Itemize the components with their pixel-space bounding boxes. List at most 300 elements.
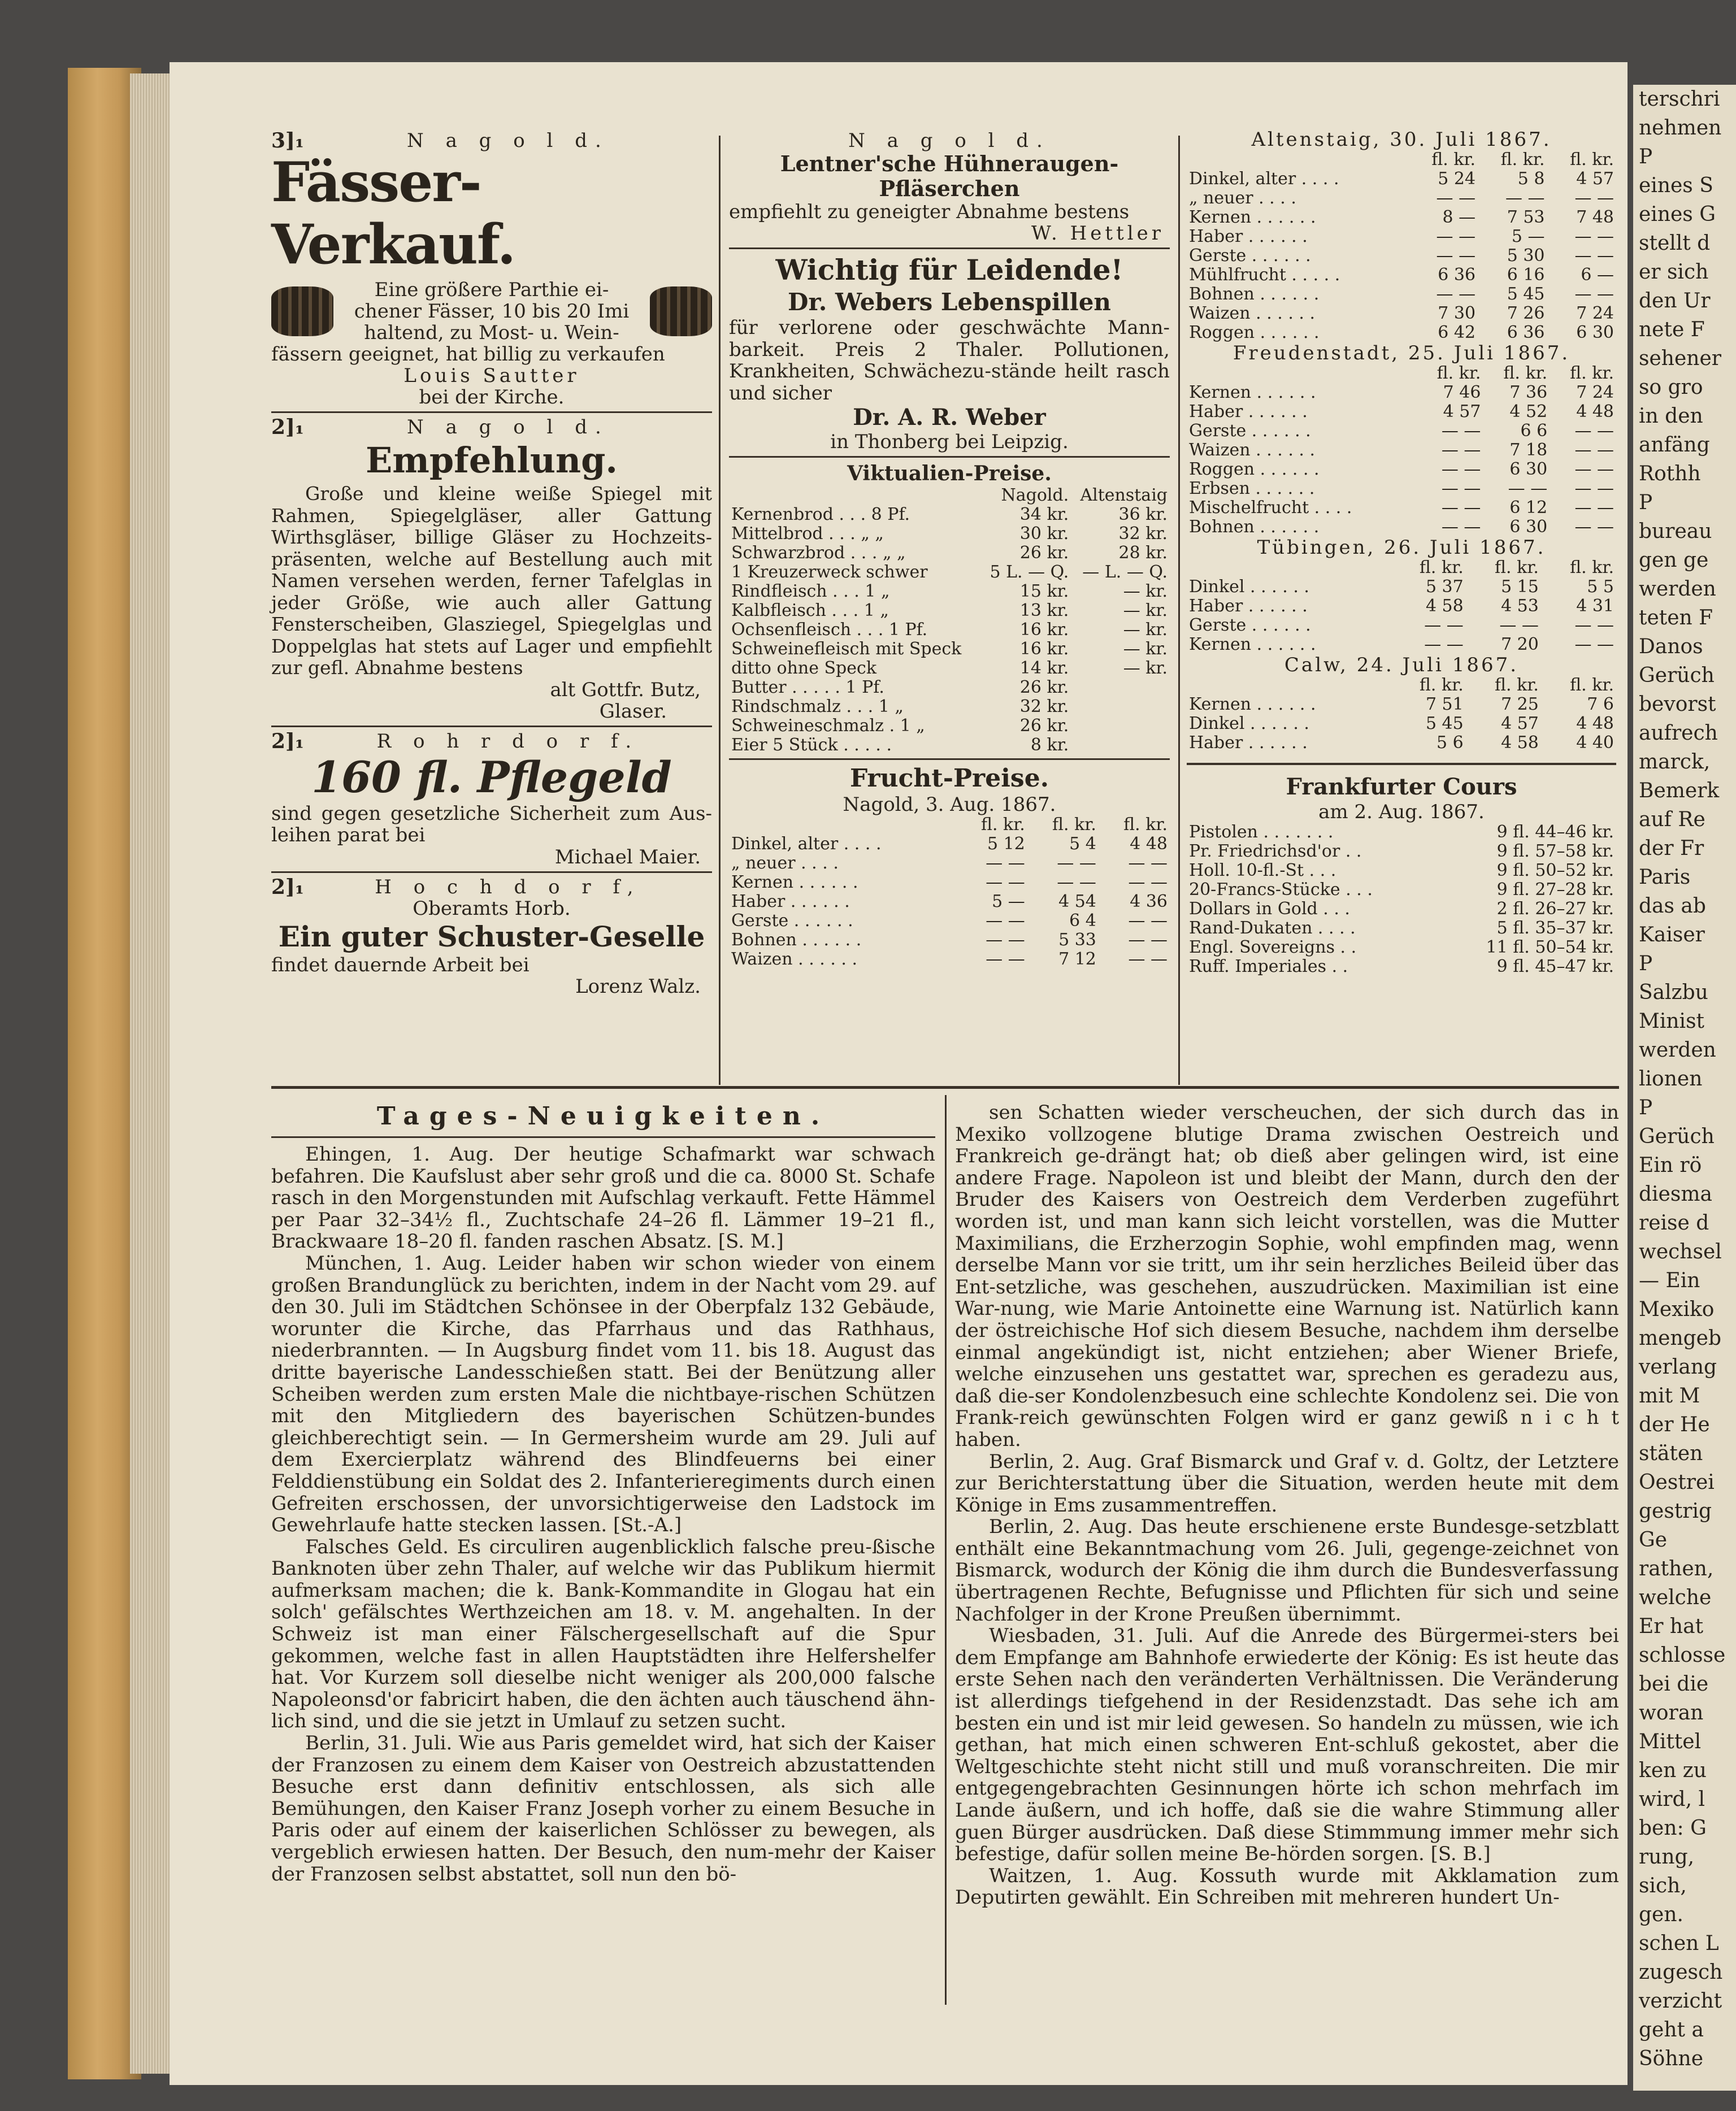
table-cell: Mühlfrucht . . . . . [1189, 265, 1340, 285]
table-row [1187, 733, 1616, 753]
fragment-line: eines S [1639, 174, 1713, 197]
ad-sub-lebenspillen: Dr. Webers Lebenspillen [788, 288, 1111, 316]
table-cell: 5 8 [1517, 169, 1545, 189]
table-cell: — — [1441, 479, 1481, 498]
table-row [1187, 714, 1616, 733]
table-cell: Kernen . . . . . . [1189, 207, 1316, 227]
table-cell: Waizen . . . . . . [1189, 440, 1316, 460]
ad-signature: in Thonberg bei Leipzig. [830, 431, 1069, 454]
table-cell: 32 kr. [1019, 697, 1069, 717]
table-row [1187, 323, 1616, 342]
ad-signature: Glaser. [599, 700, 667, 723]
table-cell: Haber . . . . . . [1189, 596, 1308, 616]
fragment-line: verzicht [1639, 1990, 1722, 2013]
table-cell: — — [986, 949, 1025, 970]
fragment-line: der Fr [1639, 837, 1704, 860]
table-cell: — kr. [1123, 658, 1168, 679]
cours-title: Frankfurter Cours [1286, 774, 1517, 800]
table-cell: 7 53 [1507, 207, 1545, 227]
table-cell: 6 30 [1576, 323, 1614, 342]
fragment-line: wird, l [1639, 1788, 1705, 1811]
market-table [1187, 558, 1616, 654]
table-cell [1187, 150, 1409, 170]
table-cell: 6 36 [1507, 323, 1545, 342]
table-cell: — — [1424, 635, 1464, 654]
fragment-line: Paris [1639, 866, 1691, 889]
fragment-line: Rothh [1639, 462, 1701, 485]
table-cell: 4 53 [1501, 596, 1539, 616]
table-cell: — — [1574, 421, 1614, 441]
fragment-line: woran [1639, 1701, 1704, 1725]
table-cell: fl. kr. [1570, 558, 1614, 577]
table-cell: 4 57 [1501, 714, 1539, 733]
table-cell: Gerste . . . . . . [1189, 246, 1311, 266]
market-place: Calw, 24. Juli 1867. [1284, 654, 1519, 676]
cours-date: am 2. Aug. 1867. [1318, 801, 1485, 823]
table-cell: — — [1128, 930, 1168, 950]
table-row [1187, 842, 1616, 861]
fragment-line: zugesch [1639, 1961, 1723, 1984]
table-cell: 4 58 [1501, 733, 1539, 753]
ad-place: H o c h d o r f, [375, 875, 641, 898]
table-cell: 26 kr. [1019, 543, 1069, 563]
table-cell: fl. kr. [1431, 150, 1476, 170]
table-row [729, 911, 1170, 931]
table-cell: — — [1574, 498, 1614, 518]
fragment-line: reise d [1639, 1211, 1709, 1235]
table-row [1187, 479, 1616, 498]
table-row [1187, 558, 1616, 577]
table-row [1187, 246, 1616, 266]
ad-place: N a g o l d. [407, 129, 609, 152]
table-cell: 5 12 [987, 834, 1025, 854]
fragment-line: so gro [1639, 376, 1703, 399]
table-cell: Engl. Sovereigns . . [1189, 937, 1357, 957]
table-row [1187, 957, 1616, 976]
table-cell: 14 kr. [1019, 658, 1069, 679]
table-row [1187, 383, 1616, 402]
ad-signature: Dr. A. R. Weber [853, 404, 1046, 431]
news-paragraph: Falsches Geld. Es circuliren augenblicklich falsche preu-ßische Banknoten über zehn Thaler, auf welche wir das Publikum hiermit aufmerksam machen; die k. Bank-Kommandite in Glogau hat ein solch' gefälschtes Werthzeichen am 18. v. M. angehalten. In der Schweiz ist man einer Fälschergesellschaft auf die Spur gekommen, welche fast in allen Hauptstädten ihre Helfershelfer hat. Vor Kurzem soll dieselbe nicht weniger als 200,000 falsche Napoleonsd'or fabricirt haben, die den ächten auch täuschend ähn-lich sind, und die sie jetzt in Umlauf zu setzen sucht. [271, 1535, 935, 1733]
table-cell: 16 kr. [1019, 620, 1069, 640]
table-row [1187, 402, 1616, 422]
table-cell: 9 fl. 50–52 kr. [1496, 861, 1614, 880]
news-paragraph: Berlin, 2. Aug. Graf Bismarck und Graf v. d. Goltz, der Letztere zur Berichterstattung über die Situation, werden heute mit dem Könige in Ems zusammentreffen. [955, 1450, 1619, 1517]
table-cell: — — [1057, 853, 1096, 874]
table-cell: Dinkel, alter . . . . [731, 834, 882, 854]
table-cell: Waizen . . . . . . [1189, 303, 1316, 323]
fragment-line: Mexiko [1639, 1298, 1715, 1321]
table-cell: — — [1128, 853, 1168, 874]
fragment-line: Ge [1639, 1528, 1668, 1552]
table-cell [1187, 676, 1391, 695]
table-row [729, 950, 1170, 969]
table-cell: — — [986, 872, 1025, 893]
table-row [729, 931, 1170, 950]
adjacent-page-fragment [1633, 85, 1736, 2091]
fragment-line: sehener [1639, 347, 1721, 370]
table-cell: — kr. [1123, 601, 1168, 621]
table-cell: 5 L. — Q. [989, 562, 1069, 583]
market-place: Nagold, 3. Aug. 1867. [843, 793, 1056, 816]
fragment-line: ben: G [1639, 1817, 1707, 1840]
fragment-line: P [1639, 491, 1653, 514]
table-cell: Dollars in Gold . . . [1189, 899, 1350, 919]
fragment-line: P [1639, 145, 1653, 168]
table-cell: — — [1128, 911, 1168, 931]
table-cell: fl. kr. [1419, 558, 1464, 577]
table-row [1187, 364, 1616, 383]
fragment-line: der He [1639, 1413, 1710, 1436]
ad-title-huehneraugen-2: Pfläserchen [879, 176, 1020, 201]
news-headline: Tages-Neuigkeiten. [376, 1102, 830, 1131]
table-cell: 4 48 [1576, 714, 1614, 733]
table-cell: — — [1436, 227, 1476, 246]
ad-signature: Louis Sautter [403, 364, 580, 387]
table-cell: 34 kr. [1019, 505, 1069, 525]
table-cell: — kr. [1123, 581, 1168, 602]
table-cell: — — [1574, 246, 1614, 266]
fragment-line: geht a [1639, 2018, 1704, 2041]
table-cell: — L. — Q. [1082, 562, 1168, 583]
table-cell: — — [1441, 440, 1481, 460]
fragment-line: Ein rö [1639, 1154, 1702, 1177]
ad-number: 3]₁ [271, 129, 304, 153]
fragment-line: teten F [1639, 606, 1713, 629]
table-cell: 6 6 [1520, 421, 1548, 441]
table-cell: 4 36 [1130, 892, 1168, 912]
news-column-2 [955, 1102, 1619, 1909]
table-cell: 7 18 [1509, 440, 1548, 460]
table-cell: 9 fl. 27–28 kr. [1496, 880, 1614, 900]
table-cell: 5 fl. 35–37 kr. [1496, 918, 1614, 938]
table-cell: — — [1424, 615, 1464, 635]
ad-body: sind gegen gesetzliche Sicherheit zum Aus-leihen parat bei [271, 802, 712, 847]
section-rule [271, 1086, 1619, 1089]
table-cell: — kr. [1123, 639, 1168, 659]
table-cell: — — [1128, 949, 1168, 970]
table-cell: 6 30 [1509, 517, 1548, 537]
fragment-line: eines G [1639, 203, 1716, 226]
news-column-1 [271, 1102, 935, 1885]
fragment-line: marck, [1639, 750, 1711, 774]
table-row [729, 544, 1170, 563]
fragment-line: nete F [1639, 318, 1705, 341]
fragment-line: werden [1639, 1039, 1716, 1062]
table-cell: — — [1441, 459, 1481, 479]
table-cell: 16 kr. [1019, 639, 1069, 659]
table-cell: 7 46 [1443, 383, 1481, 402]
table-row [729, 736, 1170, 755]
table-cell: — — [1574, 517, 1614, 537]
table-cell: Pr. Friedrichsd'or . . [1189, 841, 1362, 861]
table-cell: Butter . . . . . 1 Pf. [731, 677, 884, 698]
table-row [1187, 441, 1616, 460]
fragment-line: ken zu [1639, 1759, 1707, 1782]
fragment-line: schlosse [1639, 1644, 1726, 1667]
table-cell: Kernen . . . . . . [1189, 383, 1316, 402]
left-ad-column [271, 130, 712, 997]
fragment-line: auf Re [1639, 808, 1705, 831]
table-cell: Bohnen . . . . . . [731, 930, 862, 950]
table-row [1187, 498, 1616, 518]
table-cell: 6 12 [1509, 498, 1548, 518]
table-cell: — — [1441, 421, 1481, 441]
table-cell: Mittelbrod . . . „ „ [731, 524, 884, 544]
table-row [1187, 597, 1616, 616]
ad-line: Eine größere Parthie ei- [374, 279, 609, 301]
table-cell: 4 48 [1576, 402, 1614, 422]
fragment-line: er sich [1639, 260, 1709, 284]
table-cell: Haber . . . . . . [1189, 402, 1308, 422]
ad-place: N a g o l d. [848, 129, 1051, 152]
table-cell: Rindfleisch . . . 1 „ [731, 581, 890, 602]
table-row [729, 854, 1170, 873]
table-cell: fl. kr. [1570, 150, 1614, 170]
table-cell: fl. kr. [1500, 150, 1545, 170]
table-cell: 7 12 [1058, 949, 1096, 970]
table-cell: Schwarzbrod . . . „ „ [731, 543, 906, 563]
fragment-line: das ab [1639, 894, 1706, 918]
ad-line: chener Fässer, 10 bis 20 Imi [354, 300, 630, 323]
fruchtpreise-title: Frucht-Preise. [849, 764, 1049, 793]
ad-title-pflegeld: 160 fl. Pflegeld [311, 752, 672, 802]
ad-place: R o h r d o r f. [376, 729, 640, 753]
fragment-line: Mittel [1639, 1730, 1702, 1753]
table-cell: 7 36 [1509, 383, 1548, 402]
page-edges [130, 73, 175, 2074]
table-cell: Mischelfrucht . . . . [1189, 498, 1352, 518]
table-cell: 7 30 [1438, 303, 1476, 323]
table-cell: 7 48 [1576, 207, 1614, 227]
viktualien-table: Nagold. Altenstaig Kernenbrod . . . 8 Pf. 34 kr. 36 kr. Mittelbrod . . . „ „ 30 kr. 32 kr. Schwarzbrod . . . „ „ 26 kr. 28 kr. 1 Kreuzerweck schwer 5 L. — Q. — L. — Q. Rindfleisch . . . 1 „ 15 kr. — kr. Kalbfleisch . . . 1 „ 13 kr. — kr. Ochsenfleisch . . . 1 Pf. 16 kr. — kr. Schweinefleisch mit Speck 16 kr. — kr. ditto ohne Speck 14 kr. — kr. Butter . . . . . 1 Pf. 26 kr. Rindschmalz . . . 1 „ 32 kr. Schweineschmalz . 1 „ 26 kr. Eier 5 Stück . . . . . 8 kr. [729, 486, 1170, 755]
table-cell: fl. kr. [1570, 675, 1614, 695]
news-paragraph: Wiesbaden, 31. Juli. Auf die Anrede des Bürgermei-sters bei dem Empfange am Bahnhofe erwiederte der König: Es ist heute das erste Sehen nach den veränderten Verhältnissen. Die Veränderung ist allerdings tiefgehend in der Residenzstadt. Das sehe ich am besten ein und ist mir leid gewesen. So handeln zu müssen, wie ich gethan, hat mich einen schweren Ent-schluß gekostet, aber die Weltgeschichte steht nicht still und muß voranschreiten. Die mir entgegengebrachten Gesinnungen hörte ich schon mehrfach im Lande äußern, und ich hoffe, daß sie die wahre Stimmung aller guen Bürger ausdrücken. Daß diese Stimmmung immer mehr sich befestige, dafür sollen meine Be-hörden sorgen. [S. B.] [955, 1624, 1619, 1866]
table-cell: 4 54 [1058, 892, 1096, 912]
table-cell: — — [986, 911, 1025, 931]
fragment-line: anfäng [1639, 433, 1710, 457]
fragment-line: welche [1639, 1586, 1712, 1609]
fragment-line: Söhne [1639, 2047, 1704, 2070]
table-cell [1071, 697, 1170, 716]
table-cell: fl. kr. [1419, 675, 1464, 695]
fragment-line: Salzbu [1639, 981, 1708, 1004]
fragment-line: Gerüch [1639, 1125, 1715, 1148]
market-place: Tübingen, 26. Juli 1867. [1257, 536, 1546, 559]
table-row [1187, 823, 1616, 842]
table-row [729, 505, 1170, 524]
table-row [1187, 616, 1616, 635]
table-cell: — — [1574, 284, 1614, 304]
table-cell: 8 — [1442, 207, 1476, 227]
table-cell: 9 fl. 45–47 kr. [1496, 957, 1614, 976]
table-cell: Kernen . . . . . . [1189, 694, 1316, 714]
middle-column [729, 130, 1170, 969]
fragment-line: den Ur [1639, 289, 1711, 312]
ad-signature: Michael Maier. [554, 845, 701, 868]
fragment-line: gestrig [1639, 1500, 1712, 1523]
fragment-line: diesma [1639, 1183, 1712, 1206]
table-row [1187, 518, 1616, 537]
table-cell [1187, 558, 1391, 577]
news-paragraph: sen Schatten wieder verscheuchen, der sich durch das in Mexiko vollzogene blutige Drama zwischen Oestreich und Frankreich ge-drängt hat; ob dieß aber gelingen wird, ist eine andere Frage. Napoleon ist und bleibt der Mann, durch den der Bruder des Kaisers von Oestreich dem Verderben zugeführt worden ist, und man kann sich leicht vorstellen, was die Mutter Maximilians, die Erzherzogin Sophie, wohl empfinden mag, wenn derselbe Mann vor sie tritt, um ihr sein herzliches Beileid über das Ent-setzliche, was geschehen, auszudrücken. Maximilian ist eine War-nung, wie Marie Antoinette eine Warnung ist. Natürlich kann der östreichische Hof sich diesem Besuche, nachdem ihm derselbe einmal angekündigt ist, nicht entziehen; aber Wiener Briefe, welche einzusehen uns gestattet war, sprechen es geradezu aus, daß die-ser Kondolenzbesuch eine schlechte Kondolenz sei. Die von Frank-reich gewünschten Folgen wird er ganz gewiß n i c h t haben. [955, 1101, 1619, 1451]
table-cell: Gerste . . . . . . [1189, 615, 1311, 635]
ad-body: Große und kleine weiße Spiegel mit Rahmen, Spiegelgläser, aller Gattung Wirthsgläser, billige Gläser zu Hochzeits-präsenten, welche auf Bestellung auch mit Namen versehen werden, ferner Tafelglas in jeder Größe, wie auch aller Gattung Fensterscheiben, Glasziegel, Spiegelglas und Doppelglas hat stets auf Lager und empfiehlt zur gefl. Abnahme bestens [271, 483, 712, 679]
table-cell: 7 20 [1501, 635, 1539, 654]
table-cell: 4 52 [1509, 402, 1548, 422]
table-cell: 1 Kreuzerweck schwer [731, 562, 928, 583]
table-cell: 6 16 [1507, 265, 1545, 285]
ad-line: haltend, zu Most- u. Wein- [364, 322, 619, 344]
table-row [729, 524, 1170, 544]
ad-signature: Lorenz Walz. [575, 975, 701, 998]
table-cell: — — [1508, 479, 1548, 498]
table-cell: 36 kr. [1118, 505, 1168, 525]
fragment-line: verlang [1639, 1356, 1717, 1379]
fragment-line: bureau [1639, 520, 1712, 543]
table-row [1187, 919, 1616, 938]
table-cell: Haber . . . . . . [1189, 227, 1308, 246]
table-row [1187, 150, 1616, 170]
table-cell: 8 kr. [1030, 735, 1069, 755]
table-cell: — — [1436, 284, 1476, 304]
table-cell: 5 45 [1425, 714, 1464, 733]
table-cell: 5 — [992, 892, 1025, 912]
table-cell: — — [1574, 227, 1614, 246]
ad-body: empfiehlt zu geneigter Abnahme bestens [729, 201, 1130, 223]
fragment-line: rathen, [1639, 1557, 1714, 1580]
table-cell: 20-Francs-Stücke . . . [1189, 880, 1373, 900]
fragment-line: Er hat [1639, 1615, 1704, 1638]
table-cell: Holl. 10-fl.-St . . . [1189, 861, 1336, 880]
table-cell: 13 kr. [1019, 601, 1069, 621]
fragment-line: in den [1639, 405, 1703, 428]
table-row [729, 835, 1170, 854]
barrel-icon [650, 286, 712, 336]
ad-signature: bei der Kirche. [419, 386, 565, 409]
table-cell: „ neuer . . . . [731, 853, 839, 874]
fragment-line: stäten [1639, 1442, 1703, 1465]
table-cell [1071, 736, 1170, 755]
table-cell: 28 kr. [1118, 543, 1168, 563]
table-cell: 7 6 [1587, 694, 1614, 714]
table-cell: Dinkel . . . . . . [1189, 714, 1309, 733]
table-row [729, 716, 1170, 736]
table-cell: fl. kr. [1570, 363, 1614, 383]
table-cell: — — [1574, 440, 1614, 460]
table-cell: 15 kr. [1019, 581, 1069, 602]
table-row [1187, 460, 1616, 479]
table-cell: Haber . . . . . . [731, 892, 850, 912]
table-row [1187, 266, 1616, 285]
table-row [1187, 635, 1616, 654]
table-cell: 4 48 [1130, 834, 1168, 854]
table-cell: — — [986, 930, 1025, 950]
table-cell [1187, 364, 1417, 383]
table-cell: — — [1436, 188, 1476, 208]
fragment-line: stellt d [1639, 232, 1711, 255]
table-cell: 6 42 [1438, 323, 1476, 342]
fragment-line: Bemerk [1639, 779, 1720, 802]
market-table [1187, 150, 1616, 342]
table-cell: Schweinefleisch mit Speck [731, 639, 962, 659]
table-row [729, 582, 1170, 601]
table-cell: Pistolen . . . . . . . [1189, 822, 1334, 842]
table-cell: 30 kr. [1019, 524, 1069, 544]
fragment-line: sich, [1639, 1874, 1687, 1897]
table-cell: 5 37 [1425, 577, 1464, 597]
table-cell: 7 24 [1576, 383, 1614, 402]
table-cell: — — [1436, 246, 1476, 266]
table-cell: — — [1574, 479, 1614, 498]
table-row [1187, 880, 1616, 900]
fragment-line: werden [1639, 577, 1716, 601]
table-cell: Erbsen . . . . . . [1189, 479, 1315, 498]
table-cell: — — [1499, 615, 1539, 635]
table-cell: Haber . . . . . . [1189, 733, 1308, 753]
fragment-line: wechsel [1639, 1240, 1722, 1263]
table-cell: „ neuer . . . . [1189, 188, 1296, 208]
market-place: Freudenstadt, 25. Juli 1867. [1232, 342, 1570, 364]
fragment-line: Gerüch [1639, 664, 1715, 687]
table-cell: Kernen . . . . . . [731, 872, 858, 893]
table-cell: fl. kr. [1503, 363, 1548, 383]
table-cell: 4 58 [1425, 596, 1464, 616]
table-row [729, 659, 1170, 678]
ad-title-empfehlung: Empfehlung. [365, 440, 618, 481]
table-cell: — — [1057, 872, 1096, 893]
table-cell: 5 — [1511, 227, 1545, 246]
table-cell: 5 15 [1501, 577, 1539, 597]
fragment-line: nehmen [1639, 116, 1722, 140]
table-cell: — — [1574, 615, 1614, 635]
viktualien-title: Viktualien-Preise. [847, 462, 1052, 486]
table-cell: — kr. [1123, 620, 1168, 640]
news-paragraph: Berlin, 2. Aug. Das heute erschienene erste Bundesge-setzblatt enthält eine Bekanntmachung vom 26. Juli, gegenge-zeichnet von Bismarck, wodurch der König die ihm durch die Bundesverfassung übertragenen Rechte, Befugnisse und Pflichten für sich und seine Nachfolger in der Krone Preußen übernimmt. [955, 1515, 1619, 1626]
table-row [729, 892, 1170, 911]
newspaper-page [170, 62, 1628, 2085]
table-row [1187, 577, 1616, 597]
table-row [1187, 695, 1616, 714]
fragment-line: bevorst [1639, 693, 1716, 716]
ad-signature: W. Hettler [1031, 222, 1164, 245]
table-cell: 11 fl. 50–54 kr. [1486, 937, 1614, 957]
table-cell: — — [986, 853, 1025, 874]
barrel-icon [271, 286, 333, 336]
fragment-line: aufrech [1639, 722, 1718, 745]
market-table [1187, 676, 1616, 753]
fruchtpreise-table: fl. kr. fl. kr. fl. kr. Dinkel, alter . . . . 5 12 5 4 4 48 „ neuer . . . . — — — — — — Kernen . . . . . . — — — — — — Haber . . . . . . 5 — 4 54 4 36 Gerste . . . . . . — — 6 4 — — Bohnen . . . . . . — — 5 33 — — Waizen . . . . . . — — 7 12 — — [729, 815, 1170, 969]
ad-place: N a g o l d. [407, 416, 609, 438]
fragment-line: terschri [1639, 88, 1720, 111]
table-cell: 6 — [1581, 265, 1614, 285]
table-cell: Schweineschmalz . 1 „ [731, 716, 925, 736]
table-cell: Kalbfleisch . . . 1 „ [731, 601, 889, 621]
ad-title-huehneraugen: Lentner'sche Hühneraugen- [780, 151, 1119, 176]
table-row [1187, 208, 1616, 227]
fragment-line: gen. [1639, 1903, 1683, 1926]
table-cell: — — [1441, 517, 1481, 537]
table-cell: Ochsenfleisch . . . 1 Pf. [731, 620, 928, 640]
table-row [1187, 676, 1616, 695]
fragment-line: Kaiser [1639, 923, 1705, 946]
news-paragraph: Waitzen, 1. Aug. Kossuth wurde mit Akklamation zum Deputirten gewählt. Ein Schreiben mit mehreren hundert Un- [955, 1864, 1619, 1909]
column-rule [719, 136, 721, 1085]
fragment-line: lionen [1639, 1067, 1703, 1091]
column-rule [945, 1095, 947, 2005]
table-row [1187, 422, 1616, 441]
table-row [729, 873, 1170, 892]
